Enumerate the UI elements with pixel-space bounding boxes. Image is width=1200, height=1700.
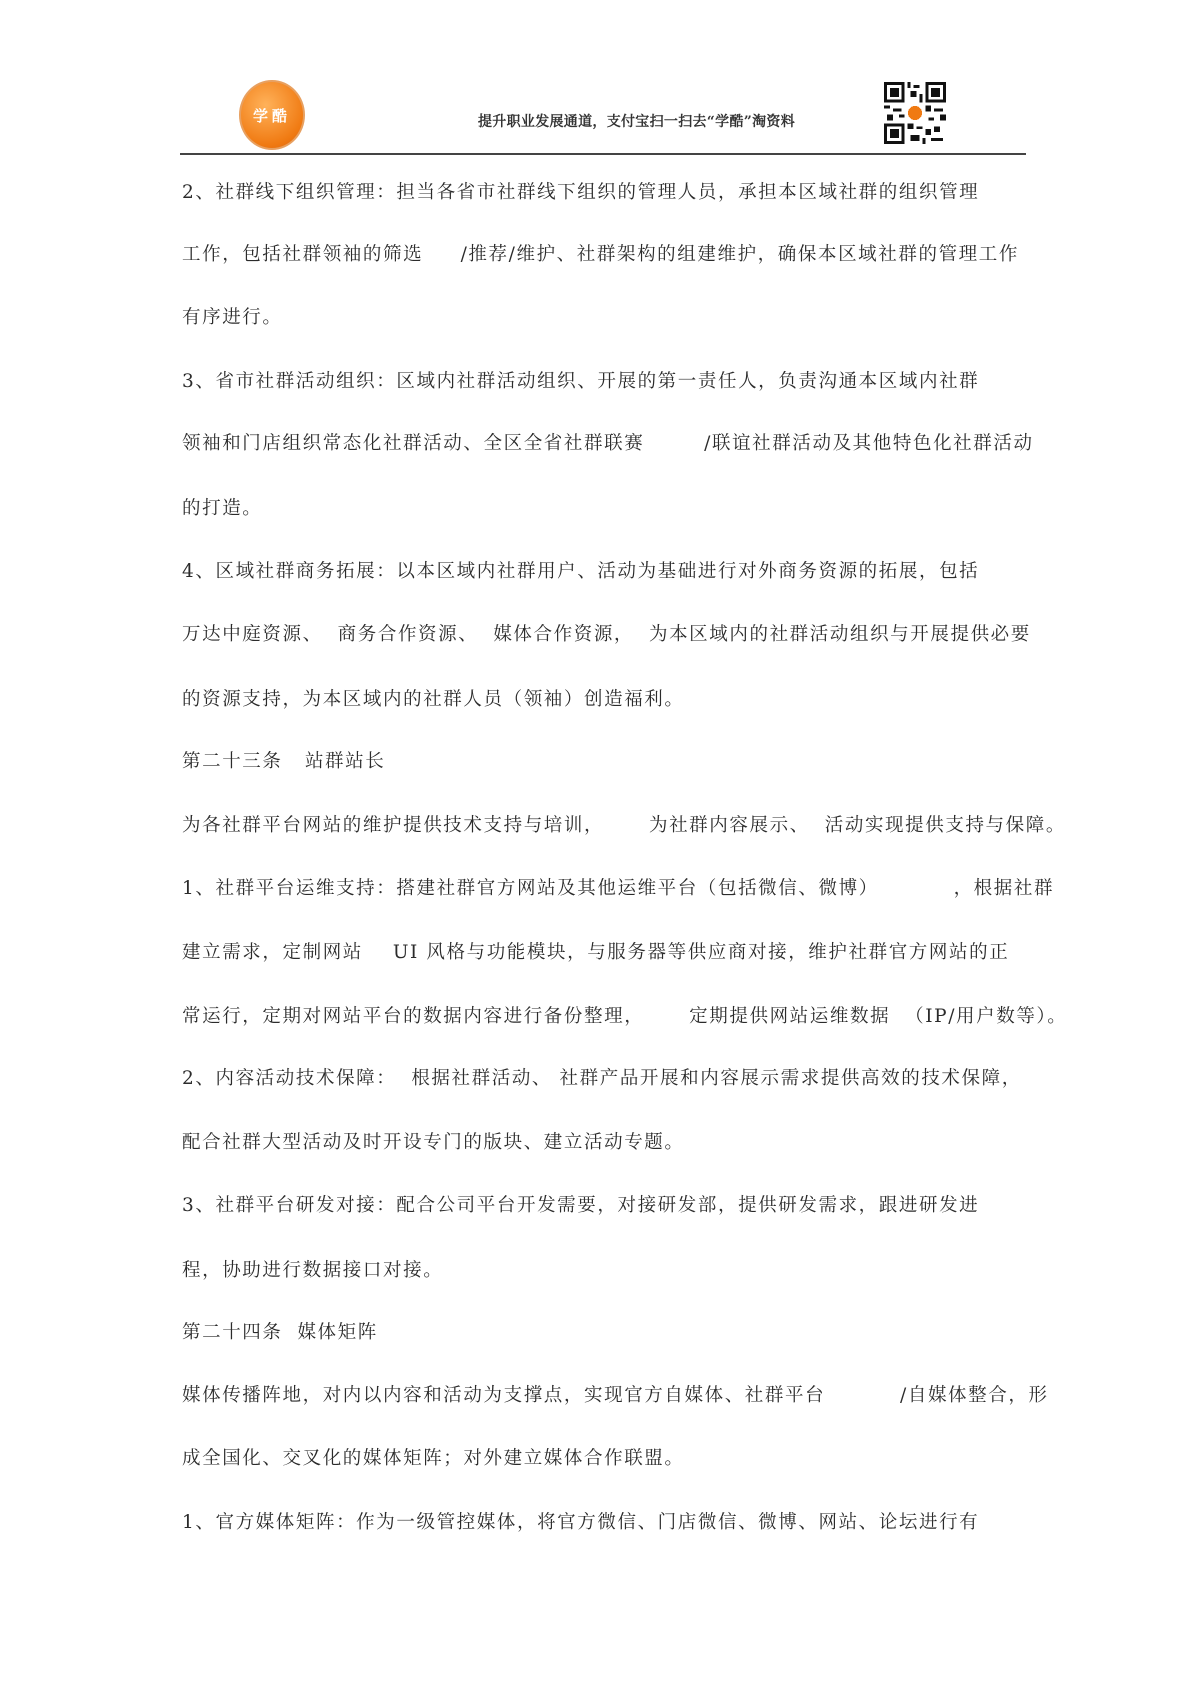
qr-code-icon [884, 82, 946, 144]
header-tagline: 提升职业发展通道，支付宝扫一扫去“学酷”淘资料 [478, 114, 796, 130]
text-line: 媒体传播阵地，对内以内容和活动为支撑点，实现官方自媒体、社群平台 /自媒体整合，形 [182, 1385, 1049, 1406]
text-line: 1、社群平台运维支持：搭建社群官方网站及其他运维平台（包括微信、微博） ，根据社群 [182, 878, 1055, 899]
text-line: 4、区域社群商务拓展：以本区域内社群用户、活动为基础进行对外商务资源的拓展，包括 [182, 561, 980, 582]
text-line: 程，协助进行数据接口对接。 [182, 1260, 444, 1281]
text-line: 2、内容活动技术保障： 根据社群活动、 社群产品开展和内容展示需求提供高效的技术保障， [182, 1068, 1022, 1089]
text-line: 的打造。 [182, 498, 263, 519]
text-line: 1、官方媒体矩阵：作为一级管控媒体，将官方微信、门店微信、微博、网站、论坛进行有 [182, 1512, 980, 1533]
text-line: 工作，包括社群领袖的筛选 /推荐/维护、社群架构的组建维护，确保本区域社群的管理工作 [182, 244, 1019, 265]
text-line: 3、省市社群活动组织：区域内社群活动组织、开展的第一责任人，负责沟通本区域内社群 [182, 371, 980, 392]
text-line: 领袖和门店组织常态化社群活动、全区全省社群联赛 /联谊社群活动及其他特色化社群活动 [182, 433, 1034, 454]
text-line: 常运行，定期对网站平台的数据内容进行备份整理， 定期提供网站运维数据 （IP/用户数等）。 [182, 1006, 1068, 1027]
text-line: 的资源支持，为本区域内的社群人员（领袖）创造福利。 [182, 689, 685, 710]
text-line: 建立需求，定制网站 UI 风格与功能模块，与服务器等供应商对接，维护社群官方网站的正 [182, 942, 1010, 963]
section-heading: 第二十四条 媒体矩阵 [182, 1322, 378, 1343]
brand-logo [239, 80, 305, 150]
text-line: 3、社群平台研发对接：配合公司平台开发需要，对接研发部，提供研发需求，跟进研发进 [182, 1195, 980, 1216]
logo-text: 学酷 [252, 106, 291, 125]
text-line: 为各社群平台网站的维护提供技术支持与培训， 为社群内容展示、 活动实现提供支持与保障。 [182, 815, 1066, 836]
text-line: 成全国化、交叉化的媒体矩阵；对外建立媒体合作联盟。 [182, 1448, 685, 1469]
text-line: 配合社群大型活动及时开设专门的版块、建立活动专题。 [182, 1132, 685, 1153]
header-divider [180, 153, 1026, 155]
text-line: 2、社群线下组织管理：担当各省市社群线下组织的管理人员，承担本区域社群的组织管理 [182, 182, 980, 203]
section-heading: 第二十三条 站群站长 [182, 751, 386, 772]
text-line: 有序进行。 [182, 307, 283, 328]
text-line: 万达中庭资源、 商务合作资源、 媒体合作资源， 为本区域内的社群活动组织与开展提供必要 [182, 624, 1031, 645]
